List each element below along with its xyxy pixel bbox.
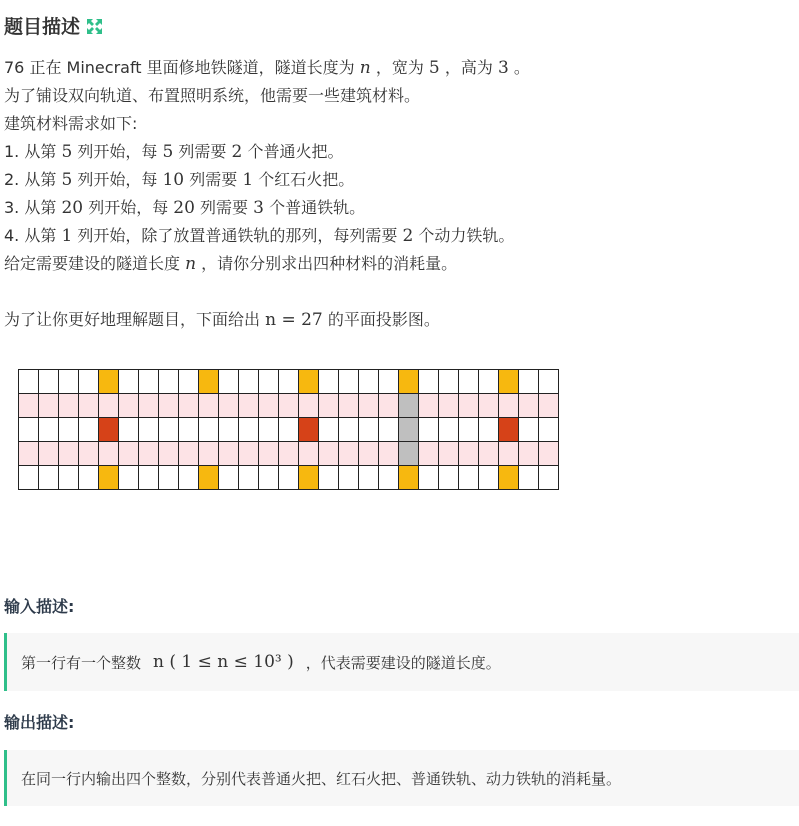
rule-4: 4. 从第 1 列开始，除了放置普通铁轨的那列，每列需要 2 个动力铁轨。: [4, 226, 515, 246]
grid-cell-empty: [439, 370, 459, 394]
grid-cell-powered-rail: [199, 394, 219, 418]
tunnel-projection-grid: [18, 369, 559, 490]
grid-cell-powered-rail: [379, 394, 399, 418]
grid-cell-powered-rail: [479, 394, 499, 418]
grid-cell-empty: [79, 418, 99, 442]
grid-cell-empty: [39, 418, 59, 442]
grid-cell-powered-rail: [279, 442, 299, 466]
grid-cell-powered-rail: [299, 394, 319, 418]
grid-cell-empty: [179, 466, 199, 490]
grid-cell-powered-rail: [499, 442, 519, 466]
grid-cell-torch: [99, 370, 119, 394]
grid-cell-powered-rail: [339, 442, 359, 466]
grid-cell-powered-rail: [119, 394, 139, 418]
equation: n = 27: [265, 310, 323, 330]
grid-cell-redstone-torch: [99, 418, 119, 442]
grid-cell-redstone-torch: [499, 418, 519, 442]
grid-cell-empty: [319, 466, 339, 490]
grid-cell-powered-rail: [539, 442, 559, 466]
grid-cell-empty: [419, 418, 439, 442]
input-box: [4, 633, 799, 691]
desc-line-1: 76 正在 Minecraft 里面修地铁隧道，隧道长度为 n ，宽为 5 ，高为 3 。: [4, 58, 530, 78]
grid-cell-empty: [359, 370, 379, 394]
grid-cell-powered-rail: [419, 394, 439, 418]
grid-cell-empty: [319, 370, 339, 394]
grid-cell-powered-rail: [319, 394, 339, 418]
page-title: [4, 12, 103, 39]
grid-cell-empty: [379, 466, 399, 490]
input-title: 输入描述:: [4, 597, 75, 616]
grid-cell-powered-rail: [39, 442, 59, 466]
grid-cell-torch: [99, 466, 119, 490]
grid-cell-powered-rail: [139, 394, 159, 418]
grid-cell-empty: [379, 370, 399, 394]
grid-cell-empty: [239, 370, 259, 394]
grid-cell-powered-rail: [219, 442, 239, 466]
grid-cell-empty: [219, 418, 239, 442]
grid-cell-empty: [319, 418, 339, 442]
grid-cell-redstone-torch: [299, 418, 319, 442]
grid-cell-powered-rail: [59, 442, 79, 466]
grid-cell-empty: [199, 418, 219, 442]
grid-cell-powered-rail: [339, 394, 359, 418]
grid-cell-empty: [19, 370, 39, 394]
grid-cell-powered-rail: [419, 442, 439, 466]
grid-cell-powered-rail: [199, 442, 219, 466]
grid-cell-empty: [59, 466, 79, 490]
grid-cell-powered-rail: [459, 394, 479, 418]
grid-cell-empty: [59, 370, 79, 394]
grid-cell-powered-rail: [519, 442, 539, 466]
grid-cell-powered-rail: [119, 442, 139, 466]
grid-cell-empty: [179, 418, 199, 442]
grid-cell-empty: [19, 466, 39, 490]
grid-cell-empty: [159, 418, 179, 442]
grid-cell-torch: [499, 370, 519, 394]
grid-cell-empty: [479, 466, 499, 490]
grid-cell-rail: [399, 442, 419, 466]
grid-cell-powered-rail: [99, 394, 119, 418]
grid-cell-powered-rail: [359, 442, 379, 466]
grid-cell-powered-rail: [139, 442, 159, 466]
grid-cell-powered-rail: [259, 394, 279, 418]
grid-cell-empty: [519, 418, 539, 442]
grid-cell-empty: [259, 370, 279, 394]
input-text-b: ，代表需要建设的隧道长度。: [305, 653, 501, 672]
grid-cell-empty: [339, 370, 359, 394]
grid-cell-powered-rail: [379, 442, 399, 466]
grid-cell-empty: [219, 370, 239, 394]
grid-cell-powered-rail: [79, 394, 99, 418]
grid-cell-empty: [239, 418, 259, 442]
grid-cell-powered-rail: [59, 394, 79, 418]
grid-cell-empty: [179, 370, 199, 394]
grid-cell-torch: [499, 466, 519, 490]
rule-3: 3. 从第 20 列开始，每 20 列需要 3 个普通铁轨。: [4, 198, 366, 218]
grid-cell-torch: [199, 370, 219, 394]
grid-cell-empty: [59, 418, 79, 442]
grid-cell-powered-rail: [239, 394, 259, 418]
input-text-a: 第一行有一个整数: [21, 653, 142, 672]
grid-cell-powered-rail: [99, 442, 119, 466]
grid-cell-empty: [139, 418, 159, 442]
grid-cell-empty: [519, 466, 539, 490]
desc-line-2: 为了铺设双向轨道、布置照明系统，他需要一些建筑材料。: [4, 86, 421, 105]
grid-cell-powered-rail: [519, 394, 539, 418]
rule-1: 1. 从第 5 列开始，每 5 列需要 2 个普通火把。: [4, 142, 344, 162]
grid-cell-empty: [239, 466, 259, 490]
grid-cell-empty: [419, 370, 439, 394]
grid-cell-powered-rail: [439, 394, 459, 418]
grid-cell-torch: [299, 370, 319, 394]
grid-cell-powered-rail: [439, 442, 459, 466]
grid-cell-powered-rail: [499, 394, 519, 418]
grid-cell-empty: [459, 370, 479, 394]
grid-cell-empty: [39, 370, 59, 394]
grid-cell-empty: [439, 418, 459, 442]
grid-cell-empty: [419, 466, 439, 490]
desc-line-9: 为了让你更好地理解题目，下面给出 n = 27 的平面投影图。: [4, 310, 440, 330]
grid-cell-powered-rail: [299, 442, 319, 466]
grid-cell-empty: [339, 466, 359, 490]
grid-cell-empty: [459, 418, 479, 442]
grid-cell-empty: [119, 466, 139, 490]
grid-cell-empty: [159, 466, 179, 490]
grid-cell-empty: [279, 418, 299, 442]
grid-cell-empty: [79, 370, 99, 394]
expand-icon[interactable]: [86, 18, 103, 35]
grid-cell-powered-rail: [459, 442, 479, 466]
grid-cell-empty: [479, 370, 499, 394]
grid-cell-powered-rail: [479, 442, 499, 466]
desc-line-8: 给定需要建设的隧道长度 n ，请你分别求出四种材料的消耗量。: [4, 254, 458, 274]
grid-cell-powered-rail: [19, 442, 39, 466]
grid-cell-empty: [379, 418, 399, 442]
grid-cell-torch: [399, 370, 419, 394]
grid-cell-rail: [399, 418, 419, 442]
grid-cell-rail: [399, 394, 419, 418]
grid-cell-empty: [259, 418, 279, 442]
grid-cell-empty: [19, 418, 39, 442]
grid-cell-powered-rail: [19, 394, 39, 418]
rule-2: 2. 从第 5 列开始，每 10 列需要 1 个红石火把。: [4, 170, 355, 190]
problem-description: [4, 54, 530, 334]
grid-cell-empty: [119, 370, 139, 394]
grid-cell-torch: [199, 466, 219, 490]
output-title: 输出描述:: [4, 713, 75, 732]
grid-cell-empty: [159, 370, 179, 394]
title-text: 题目描述: [4, 16, 81, 38]
grid-cell-torch: [399, 466, 419, 490]
grid-cell-empty: [259, 466, 279, 490]
grid-cell-powered-rail: [239, 442, 259, 466]
grid-cell-empty: [459, 466, 479, 490]
grid-cell-empty: [139, 370, 159, 394]
grid-cell-empty: [519, 370, 539, 394]
grid-cell-empty: [139, 466, 159, 490]
grid-cell-powered-rail: [359, 394, 379, 418]
grid-cell-powered-rail: [539, 394, 559, 418]
output-text: 在同一行内输出四个整数，分别代表普通火把、红石火把、普通铁轨、动力铁轨的消耗量。: [21, 769, 622, 788]
input-math: n ( 1 ≤ n ≤ 10³ ): [153, 652, 294, 672]
grid-cell-empty: [539, 418, 559, 442]
grid-cell-powered-rail: [279, 394, 299, 418]
grid-cell-empty: [279, 466, 299, 490]
grid-cell-empty: [479, 418, 499, 442]
grid-cell-powered-rail: [259, 442, 279, 466]
grid-cell-empty: [439, 466, 459, 490]
grid-cell-empty: [279, 370, 299, 394]
desc-line-3: 建筑材料需求如下:: [4, 114, 138, 133]
grid-cell-powered-rail: [179, 394, 199, 418]
grid-cell-powered-rail: [219, 394, 239, 418]
grid-cell-powered-rail: [179, 442, 199, 466]
grid-cell-powered-rail: [79, 442, 99, 466]
grid-cell-empty: [339, 418, 359, 442]
grid-cell-empty: [79, 466, 99, 490]
grid-cell-empty: [359, 418, 379, 442]
grid-cell-torch: [299, 466, 319, 490]
grid-cell-empty: [359, 466, 379, 490]
grid-cell-empty: [219, 466, 239, 490]
grid-cell-powered-rail: [159, 442, 179, 466]
grid-cell-powered-rail: [319, 442, 339, 466]
grid-cell-powered-rail: [159, 394, 179, 418]
grid-cell-empty: [539, 370, 559, 394]
output-box: [4, 750, 799, 806]
grid-cell-powered-rail: [39, 394, 59, 418]
grid-cell-empty: [39, 466, 59, 490]
grid-cell-empty: [119, 418, 139, 442]
grid-cell-empty: [539, 466, 559, 490]
